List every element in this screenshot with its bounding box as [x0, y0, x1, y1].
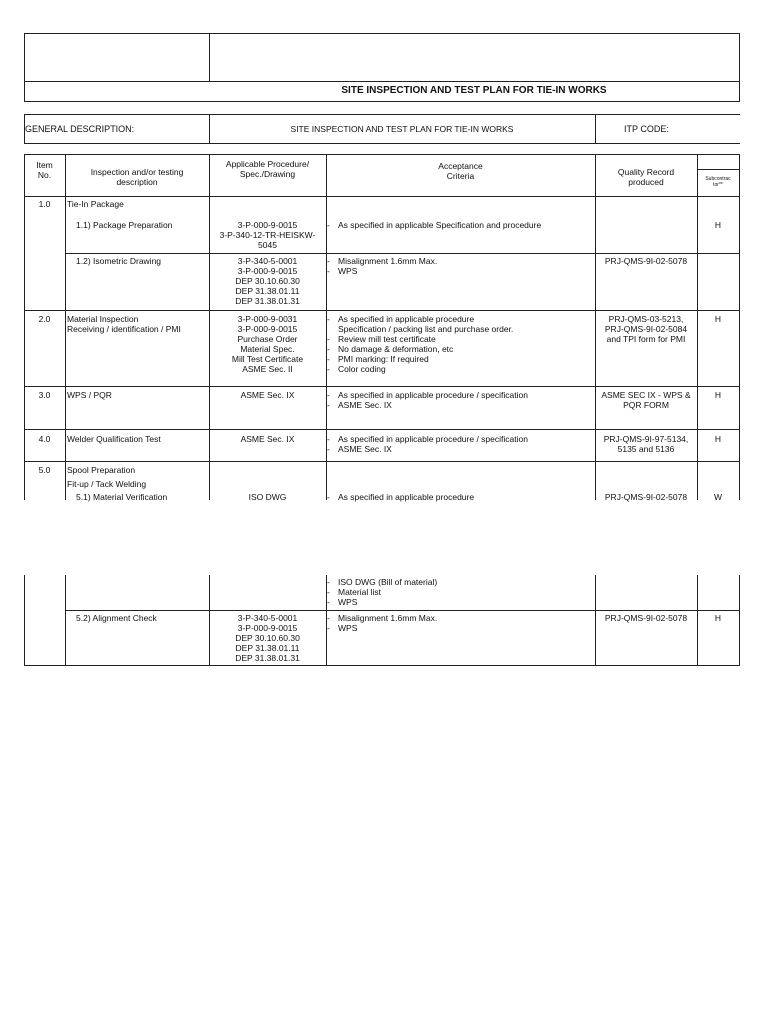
- header-applicable-procedure: Applicable Procedure/ Spec./Drawing: [225, 159, 310, 179]
- row-5-1-acceptance-continued: - ISO DWG (Bill of material) - Material list - WPS: [327, 577, 437, 607]
- header-subcontractor: Subcontrac tor**: [705, 176, 731, 188]
- row-2-record: PRJ-QMS-03-5213, PRJ-QMS-9I-02-5084 and TPI form for PMI: [604, 314, 688, 344]
- row-4-procedure: ASME Sec. IX: [240, 434, 295, 444]
- document-title: SITE INSPECTION AND TEST PLAN FOR TIE-IN WORKS: [341, 85, 607, 96]
- row-5-number: 5.0: [38, 465, 51, 475]
- row-5-title: Spool Preparation: [67, 465, 136, 475]
- row-5-1-acceptance: - As specified in applicable procedure: [327, 492, 474, 502]
- row-5-2-record: PRJ-QMS-9I-02-5078: [604, 613, 688, 623]
- row-5-2-procedure: 3-P-340-5-0001 3-P-000-9-0015 DEP 30.10.60.30 DEP 31.38.01.11 DEP 31.38.01.31: [235, 613, 300, 663]
- row-3-record: ASME SEC IX - WPS & PQR FORM: [601, 390, 691, 410]
- row-1-number: 1.0: [38, 199, 51, 209]
- header-item-no: Item No.: [36, 160, 53, 180]
- row-5-1-description: 5.1) Material Verification: [76, 492, 168, 502]
- row-2-number: 2.0: [38, 314, 51, 324]
- row-4-record: PRJ-QMS-9I-97-5134, 5135 and 5136: [603, 434, 689, 454]
- row-1-2-acceptance: - Misalignment 1.6mm Max. - WPS: [327, 256, 437, 276]
- row-5-subtitle: Fit-up / Tack Welding: [67, 479, 147, 489]
- row-3-procedure: ASME Sec. IX: [240, 390, 295, 400]
- row-2-acceptance: - As specified in applicable procedure Specification / packing list and purchase order. - Review mill test certificate - No damage & deformation, etc - PMI marking: If required - Color coding: [327, 314, 513, 374]
- header-inspection-description: Inspection and/or testing description: [90, 167, 184, 187]
- row-1-2-procedure: 3-P-340-5-0001 3-P-000-9-0015 DEP 30.10.60.30 DEP 31.38.01.11 DEP 31.38.01.31: [235, 256, 300, 306]
- row-2-description: Material Inspection Receiving / identification / PMI: [67, 314, 181, 334]
- row-1-title: Tie-In Package: [67, 199, 124, 209]
- row-4-number: 4.0: [38, 434, 51, 444]
- row-1-2-description: 1.2) Isometric Drawing: [76, 256, 162, 266]
- row-4-description: Welder Qualification Test: [67, 434, 161, 444]
- row-1-1-code: H: [714, 220, 722, 230]
- row-5-2-code: H: [714, 613, 722, 623]
- row-5-2-description: 5.2) Alignment Check: [76, 613, 157, 623]
- row-3-number: 3.0: [38, 390, 51, 400]
- row-3-description: WPS / PQR: [67, 390, 112, 400]
- row-5-2-acceptance: - Misalignment 1.6mm Max. - WPS: [327, 613, 437, 633]
- header-quality-record: Quality Record produced: [617, 167, 675, 187]
- row-3-acceptance: - As specified in applicable procedure / specification - ASME Sec. IX: [327, 390, 528, 410]
- general-value: SITE INSPECTION AND TEST PLAN FOR TIE-IN WORKS: [290, 124, 514, 134]
- row-1-1-description: 1.1) Package Preparation: [76, 220, 173, 230]
- row-3-code: H: [714, 390, 722, 400]
- row-5-1-code: W: [713, 492, 723, 502]
- header-acceptance-criteria: Acceptance Criteria: [438, 161, 483, 181]
- general-label: GENERAL DESCRIPTION:: [25, 124, 135, 134]
- row-5-1-record: PRJ-QMS-9I-02-5078: [604, 492, 688, 502]
- row-2-procedure: 3-P-000-9-0031 3-P-000-9-0015 Purchase Order Material Spec. Mill Test Certificate ASME Sec. II: [231, 314, 304, 374]
- row-1-2-record: PRJ-QMS-9I-02-5078: [604, 256, 688, 266]
- row-5-1-procedure: ISO DWG: [248, 492, 287, 502]
- row-1-1-acceptance: - As specified in applicable Specification and procedure: [327, 220, 541, 230]
- row-4-code: H: [714, 434, 722, 444]
- row-1-1-procedure: 3-P-000-9-0015 3-P-340-12-TR-HEISKW- 5045: [219, 220, 316, 250]
- row-4-acceptance: - As specified in applicable procedure / specification - ASME Sec. IX: [327, 434, 528, 454]
- itp-code-label: ITP CODE:: [624, 124, 669, 134]
- row-2-code: H: [714, 314, 722, 324]
